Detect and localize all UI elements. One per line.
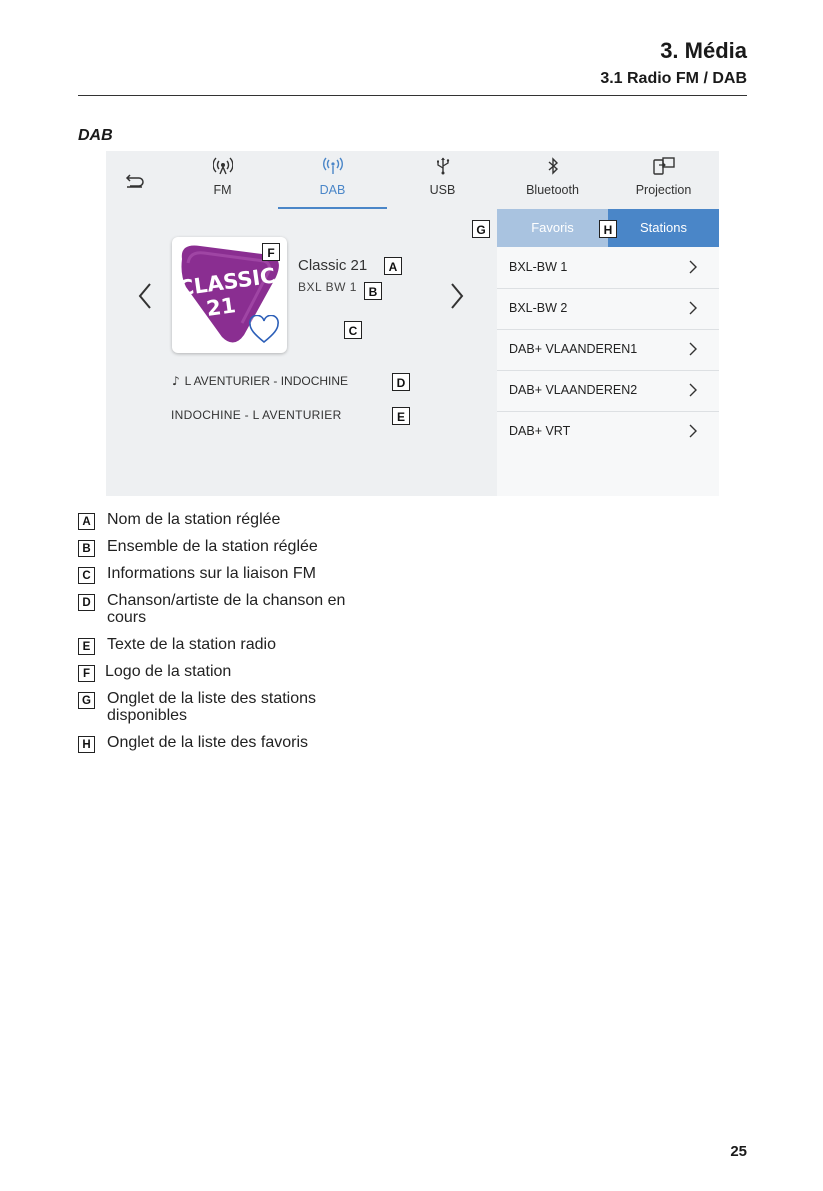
callout-g: G [472, 220, 490, 238]
tab-stations[interactable]: Stations [608, 209, 719, 247]
legend-tag: B [78, 540, 95, 557]
station-list-item[interactable] [497, 289, 719, 330]
svg-text:21: 21 [204, 293, 238, 321]
tab-bluetooth[interactable] [498, 151, 607, 209]
dab-screen [106, 151, 719, 496]
back-icon[interactable] [124, 169, 148, 191]
tab-projection[interactable] [608, 151, 719, 209]
callout-f: F [262, 243, 280, 261]
header-divider [78, 95, 747, 96]
legend-text-continued: disponibles [107, 707, 188, 724]
legend-text-continued: cours [107, 609, 147, 626]
chevron-right-icon [685, 259, 701, 275]
previous-station-icon[interactable] [136, 281, 154, 311]
callout-a: A [384, 257, 402, 275]
antenna-icon [278, 157, 387, 175]
tab-label: USB [429, 183, 456, 197]
station-list-item-label: BXL-BW 2 [509, 301, 568, 315]
legend-tag: G [78, 692, 95, 709]
legend-text: Ensemble de la station réglée [107, 538, 318, 555]
chevron-right-icon [685, 382, 701, 398]
tab-fm[interactable] [168, 151, 277, 209]
callout-h: H [599, 220, 617, 238]
usb-icon [388, 157, 497, 175]
legend-text: Onglet de la liste des favoris [107, 734, 308, 751]
legend-tag: E [78, 638, 95, 655]
chevron-right-icon [685, 423, 701, 439]
station-list-item-label: DAB+ VLAANDEREN2 [509, 383, 638, 397]
legend-text: Chanson/artiste de la chanson en [107, 592, 346, 609]
callout-b: B [364, 282, 382, 300]
tab-label: Projection [635, 183, 692, 197]
radio-tower-icon [168, 157, 277, 175]
bluetooth-icon [498, 157, 607, 175]
tab-usb[interactable] [388, 151, 497, 209]
phone-projection-icon [608, 157, 719, 175]
tab-label: DAB [319, 183, 346, 197]
radio-text: INDOCHINE - L AVENTURIER [171, 408, 342, 422]
section-title: 3.1 Radio FM / DAB [600, 70, 747, 87]
chapter-title: 3. Média [660, 38, 747, 63]
station-list-item-label: DAB+ VLAANDEREN1 [509, 342, 638, 356]
legend-text: Texte de la station radio [107, 636, 276, 653]
legend-text: Onglet de la liste des stations [107, 690, 317, 707]
chevron-right-icon [685, 341, 701, 357]
station-list-item-label: DAB+ VRT [509, 424, 571, 438]
station-list-item[interactable] [497, 412, 719, 452]
station-list-item[interactable] [497, 248, 719, 289]
favorite-heart-icon[interactable] [248, 315, 280, 345]
legend-tag: H [78, 736, 95, 753]
station-list-panel [497, 209, 719, 496]
tab-label: FM [213, 183, 232, 197]
legend-text: Logo de la station [105, 663, 232, 680]
callout-e: E [392, 407, 410, 425]
song-artist-text: L AVENTURIER - INDOCHINE [184, 374, 349, 388]
next-station-icon[interactable] [448, 281, 466, 311]
station-ensemble: BXL BW 1 [298, 280, 357, 294]
callout-c: C [344, 321, 362, 339]
svg-text:CLASSIC: CLASSIC [177, 263, 278, 301]
station-list-item[interactable] [497, 371, 719, 412]
station-list-item-label: BXL-BW 1 [509, 260, 568, 274]
legend-text: Informations sur la liaison FM [107, 565, 316, 582]
tab-label: Bluetooth [526, 183, 579, 197]
station-list-item[interactable] [497, 330, 719, 371]
now-playing-panel [106, 209, 497, 496]
legend-tag: A [78, 513, 95, 530]
station-name: Classic 21 [298, 257, 368, 274]
legend-tag: F [78, 665, 95, 682]
tab-favoris[interactable]: Favoris [497, 209, 608, 247]
music-note-icon: ♪ [172, 374, 180, 388]
tab-dab[interactable] [278, 151, 387, 209]
legend-tag: C [78, 567, 95, 584]
subsection-title: DAB [78, 127, 113, 144]
legend-tag: D [78, 594, 95, 611]
chevron-right-icon [685, 300, 701, 316]
callout-d: D [392, 373, 410, 391]
song-artist-line [172, 374, 348, 388]
legend-text: Nom de la station réglée [107, 511, 281, 528]
page-number: 25 [730, 1143, 747, 1160]
source-tab-bar [106, 151, 719, 209]
